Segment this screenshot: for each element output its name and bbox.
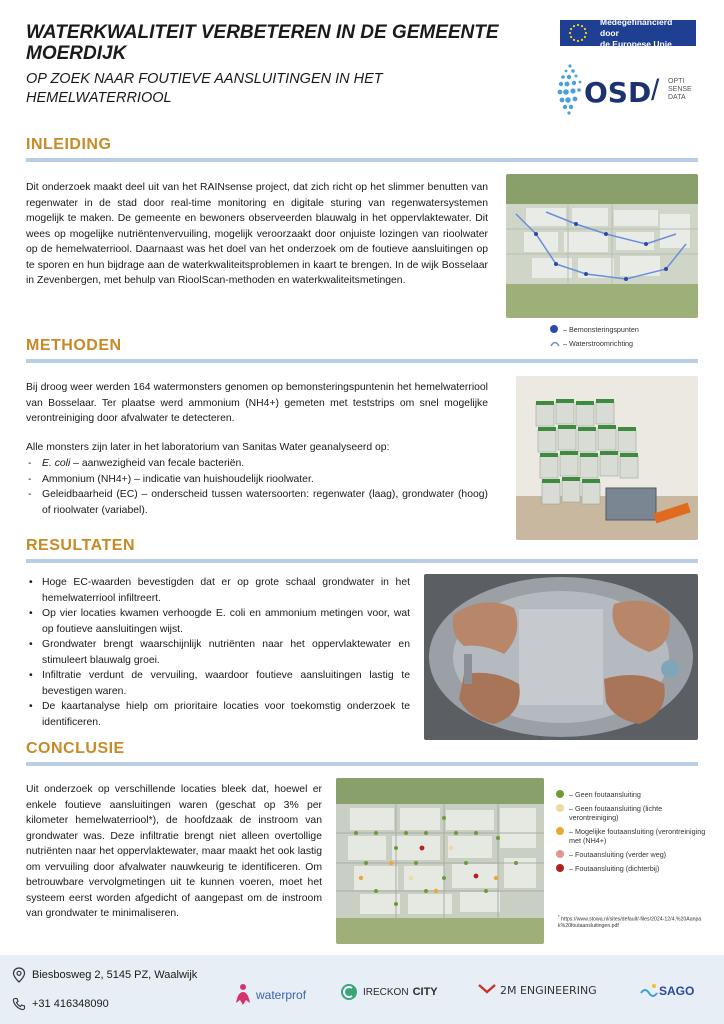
methoden-text: Bij droog weer werden 164 watermonsters genomen op bemonsteringspuntenin het hemelwaterriool van Bosselaar. Ter plaatse werd ammonium (NH4+) gemeten met teststrips om snel mogelijke verontreiniging door afvalwater te detecteren. — [26, 382, 488, 424]
legend-row-bemonsteringspunten — [550, 325, 700, 334]
pink-dot-icon — [556, 850, 564, 858]
sago-logo — [640, 983, 694, 999]
footer-phone — [12, 997, 109, 1011]
waterprof-text: waterprof — [256, 988, 307, 1002]
legend-label: – Geen foutaansluiting (lichte verontreiniging) — [569, 804, 663, 822]
list-item-desc: Ammonium (NH4+) – indicatie van huishoudelijk rioolwater. — [42, 473, 314, 485]
2m-engineering-text: 2M ENGINEERING — [500, 983, 597, 997]
legend-row — [556, 864, 706, 873]
ireckon-city-text: CITY — [412, 986, 438, 998]
footer — [0, 955, 724, 1024]
sago-wave-icon — [640, 983, 658, 999]
eu-label-line2: de Europese Unie — [600, 38, 672, 49]
list-item — [26, 456, 488, 472]
sago-text: SAGO — [659, 984, 695, 998]
ireckon-text: IRECKON — [363, 986, 409, 998]
list-item: • Grondwater brengt waarschijnlijk nutriënten naar het oppervlaktewater en stimuleert blauwalg groei. — [26, 637, 410, 668]
resultaten-list — [26, 575, 410, 730]
phone-icon — [12, 997, 26, 1011]
methoden-list — [26, 456, 488, 518]
sample-jars-photo — [516, 376, 698, 540]
green-dot-icon — [556, 790, 564, 798]
red-dot-icon — [556, 864, 564, 872]
2m-chevron-icon — [478, 983, 496, 997]
conclusie-text: Uit onderzoek op verschillende locaties bleek dat, hoewel er enkele foutieve aansluitingen waren (geschat op 3% per kilometer hemelwaterriool*), de hoofdzaak de instroom van grondwater was. Deze infiltratie brengt niet alleen overtollige nutriënten naar het oppervlaktewater, maar maakt het ook lastig om vervuiling door afvalwater nauwkeurig te identificeren. Om betrouwbare vervolgmetingen uit te kunnen voeren, moet het systeem eerst worden afgedicht of aangepast om de instroom van grondwater te minimaliseren. — [26, 784, 322, 919]
inleiding-text: Dit onderzoek maakt deel uit van het RAINsense project, dat zich richt op het slimmer benutten van regenwater in de stad door real-time monitoring en digitale sturing van regenwatersystemen mogelijk te maken. De gemeente en bewoners observeerden blauwalg in het oppervlaktewater. Dit wees op mogelijke nutriëntenvervuiling, mogelijk veroorzaakt door onjuiste lozingen van rioolwater op de hemelwaterriool. Daarnaast was het doel van het onderzoek om de foutieve aansluitingen op te sporen en hun bijdrage aan de waterkwaliteitsproblemen in kaart te brengen. In de wijk Bosselaar in Zevenbergen, met behulp van RioolScan-methoden en waterkwaliteitsmetingen. — [26, 182, 488, 286]
osd-wordmark: OSD — [584, 76, 652, 109]
eu-flag-icon — [560, 20, 596, 46]
ireckon-icon — [340, 983, 358, 1001]
manhole-photo — [424, 574, 698, 740]
eu-label — [596, 16, 696, 49]
legend-row — [556, 827, 706, 845]
section-divider — [26, 359, 698, 363]
legend-label: – Mogelijke foutaansluiting (verontreiniging met (NH4+) — [569, 827, 706, 845]
section-divider — [26, 559, 698, 563]
water-flow-icon — [550, 339, 560, 347]
footnote-mark: * — [558, 914, 560, 919]
location-pin-icon — [12, 967, 26, 983]
address-text: Biesbosweg 2, 5145 PZ, Waalwijk — [32, 969, 198, 981]
section-divider — [26, 762, 698, 766]
methoden-intro: Alle monsters zijn later in het laboratorium van Sanitas Water geanalyseerd op: — [26, 442, 390, 453]
results-map-image — [336, 778, 544, 944]
waterprof-logo — [232, 983, 306, 1007]
legend-row — [556, 850, 706, 859]
footer-address — [12, 967, 197, 983]
waterprof-figure-icon — [232, 983, 254, 1007]
legend-label: – Bemonsteringspunten — [563, 325, 639, 334]
list-item-term: E. coli — [42, 458, 71, 469]
section-heading-conclusie: CONCLUSIE — [26, 740, 125, 757]
phone-text: +31 416348090 — [32, 998, 109, 1010]
section-divider — [26, 158, 698, 162]
legend-label: – Waterstroomrichting — [563, 339, 634, 348]
list-item-desc: Geleidbaarheid (EC) – onderscheid tussen watersoorten: regenwater (laag), grondwater (hoog) of rioolwater (variabel). — [42, 489, 488, 516]
list-item: • Hoge EC-waarden bevestigden dat er op grote schaal grondwater in het hemelwaterriool infiltreert. — [26, 575, 410, 606]
ireckon-city-logo — [340, 983, 438, 1001]
legend-row — [556, 790, 706, 799]
sampling-map-legend — [550, 325, 700, 353]
list-item: • De kaartanalyse hielp om prioritaire locaties voor toekomstig onderzoek te identificeren. — [26, 699, 410, 730]
osd-logo — [555, 62, 705, 118]
list-item — [26, 472, 488, 488]
2m-engineering-logo — [478, 983, 597, 997]
list-item: • Infiltratie verdunt de vervuiling, waardoor foutieve aansluitingen lastig te bevestigen waren. — [26, 668, 410, 699]
legend-row — [556, 804, 706, 822]
sampling-point-icon — [550, 325, 558, 333]
section-heading-inleiding: INLEIDING — [26, 136, 112, 153]
sampling-map-image — [506, 174, 698, 318]
legend-label: – Geen foutaansluiting — [569, 790, 641, 799]
osd-droplet-icon — [555, 62, 585, 118]
osd-tagline — [668, 78, 692, 102]
light-orange-dot-icon — [556, 804, 564, 812]
results-map-legend — [556, 790, 706, 878]
osd-tag-line: OPTI — [668, 78, 685, 85]
footnote — [558, 914, 708, 930]
osd-tag-line: SENSE — [668, 86, 692, 93]
legend-label: – Foutaansluiting (verder weg) — [569, 850, 667, 859]
list-item: • Op vier locaties kwamen verhoogde E. coli en ammonium metingen voor, wat op foutieve aansluitingen wijst. — [26, 606, 410, 637]
legend-row-waterstroomrichting — [550, 339, 700, 348]
list-item — [26, 487, 488, 518]
section-heading-resultaten: RESULTATEN — [26, 537, 135, 554]
orange-dot-icon — [556, 827, 564, 835]
legend-label: – Foutaansluiting (dichterbij) — [569, 864, 660, 873]
eu-logo — [560, 14, 700, 52]
footnote-link[interactable]: https://www.stowa.nl/sites/default/-files/2024-12/4.%20Aanpak%20foutaansluitingen.pdf — [558, 916, 702, 930]
list-item-desc: – aanwezigheid van fecale bacteriën. — [70, 458, 245, 469]
osd-slash: / — [651, 74, 660, 107]
title-block — [26, 22, 506, 108]
osd-tag-line: DATA — [668, 94, 686, 101]
eu-label-line1: Medegefinancierd door — [600, 16, 673, 38]
section-heading-methoden: METHODEN — [26, 337, 122, 354]
page-title: WATERKWALITEIT VERBETEREN IN DE GEMEENTE MOERDIJK — [26, 22, 499, 64]
page-subtitle: OP ZOEK NAAR FOUTIEVE AANSLUITINGEN IN HET HEMELWATERRIOOL — [26, 71, 383, 106]
